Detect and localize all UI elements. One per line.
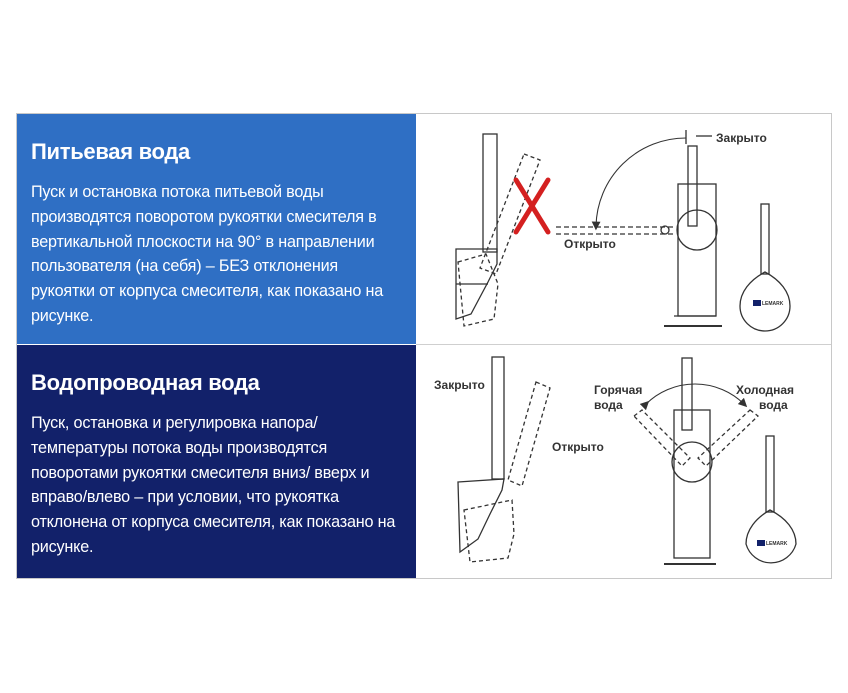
hot-water-label-1: Горячая <box>594 383 643 397</box>
red-cross-icon <box>516 180 548 232</box>
drinking-faucet-logo-view <box>740 204 790 331</box>
tap-water-text: Пуск, остановка и регулировка напора/ температуры потока воды производятся поворотами рукоятки смесителя вниз/ вверх и вправо/влево – при условии, что рукоятка отклонена от корпуса смесителя, как показано на рисунке. <box>31 414 396 556</box>
drinking-side-view <box>456 134 540 326</box>
drinking-water-panel <box>17 114 416 344</box>
tap-lever-deflected <box>464 382 550 562</box>
tap-water-panel <box>17 345 416 578</box>
drinking-lever <box>483 134 497 252</box>
hot-water-label-2: вода <box>594 398 623 412</box>
drinking-front-view <box>556 130 722 326</box>
brand-logo-text: LEMARK <box>762 301 784 307</box>
faucet-diagrams <box>416 114 831 578</box>
brand-logo-icon <box>753 300 761 306</box>
tap-closed-label: Закрыто <box>434 378 485 392</box>
cold-water-label-1: Холодная <box>736 383 795 397</box>
drinking-closed-label: Закрыто <box>716 131 767 145</box>
drinking-water-title: Питьевая вода <box>31 139 190 164</box>
brand-logo-icon-2 <box>757 540 765 546</box>
drinking-water-text: Пуск и остановка потока питьевой воды производятся поворотом рукоятки смесителя в вертикальной плоскости на 90° в направлении пользователя (на себя) – БЕЗ отклонения рукоятки от корпуса смесителя, как показано на рисунке. <box>31 183 383 325</box>
cold-water-label-2: вода <box>759 398 788 412</box>
drinking-open-label: Открыто <box>564 237 616 251</box>
brand-logo-text-2: LEMARK <box>766 541 788 547</box>
drinking-lever-tilted <box>458 154 540 326</box>
tap-water-title: Водопроводная вода <box>31 370 260 395</box>
tap-open-label: Открыто <box>552 440 604 454</box>
